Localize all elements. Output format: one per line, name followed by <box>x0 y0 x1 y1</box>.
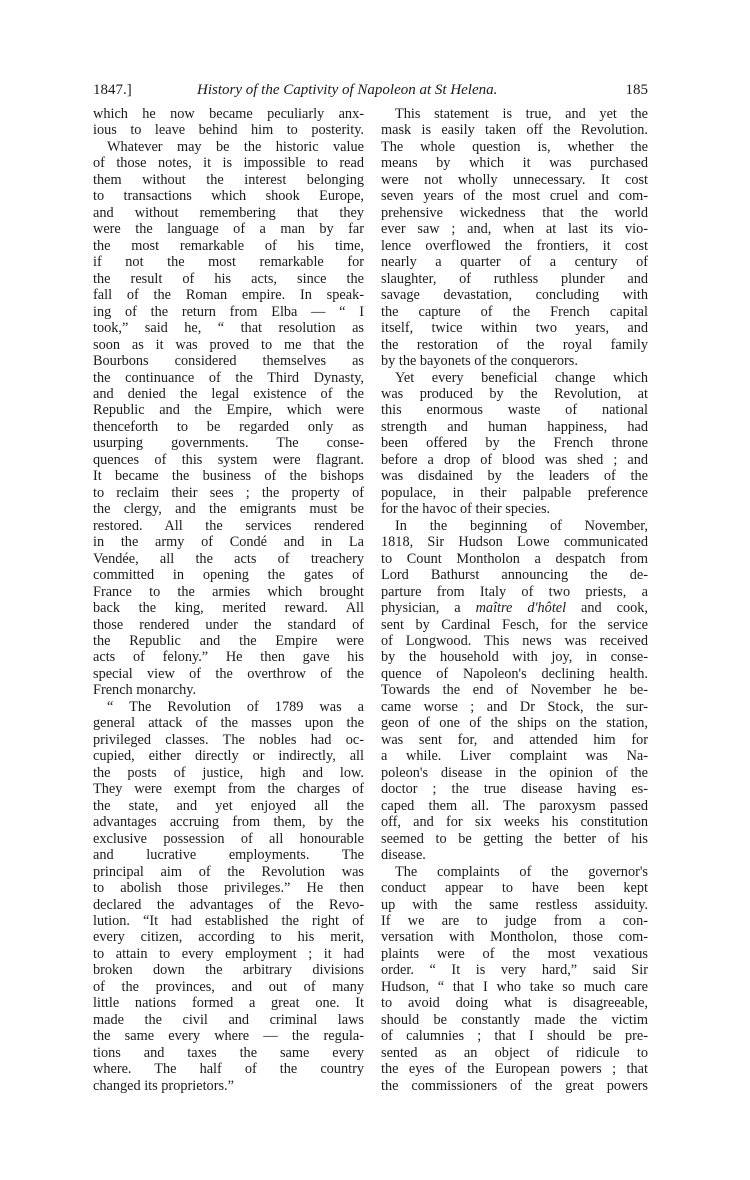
text-line: where. The half of the country <box>93 1061 364 1078</box>
text-line: Vendée, all the acts of treachery <box>93 550 364 567</box>
text-line: principal aim of the Revolution was <box>93 863 364 880</box>
text-line: the most remarkable of his time, <box>93 237 364 254</box>
text-line: fall of the Roman empire. In speak- <box>93 287 364 304</box>
text-line: This statement is true, and yet the <box>395 106 648 122</box>
text-line: France to the armies which brought <box>93 583 364 600</box>
text-line: sented as an object of ridicule to <box>381 1044 648 1061</box>
text-line: and without remembering that they <box>93 204 364 221</box>
text-line: for the havoc of their species. <box>381 501 551 518</box>
text-line: the result of his acts, since the <box>93 270 364 287</box>
text-line: lution. “It had established the right of <box>93 912 364 929</box>
text-line: savage devastation, concluding with <box>381 287 648 304</box>
text-line: Republic and the Empire, which were <box>93 402 364 419</box>
text-line: the same every where — the regula- <box>93 1028 364 1045</box>
text-line: tions and taxes the same every <box>93 1044 364 1061</box>
text-line: and lucrative employments. The <box>93 847 364 864</box>
text-line: advantages accruing from them, by the <box>93 814 364 831</box>
text-line: to Count Montholon a despatch from <box>381 550 648 567</box>
text-line: to avoid doing what is disagreeable, <box>381 995 648 1012</box>
italic-phrase: maître d'hôtel <box>475 600 567 617</box>
text-line: those rendered under the standard of <box>93 616 364 633</box>
text-line: by the household with joy, in conse- <box>381 649 648 666</box>
header-title: History of the Captivity of Napoleon at St Helena. <box>197 82 498 98</box>
text-line: been offered by the French throne <box>381 435 648 452</box>
text-line: the capture of the French capital <box>381 303 648 320</box>
text-line: every citizen, according to his merit, <box>93 929 364 946</box>
text-line: general attack of the masses upon the <box>93 715 364 732</box>
text-line: was sent for, and attended him for <box>381 731 648 748</box>
text-line: was produced by the Revolution, at <box>381 385 648 402</box>
text-line: came worse ; and Dr Stock, the sur- <box>381 698 648 715</box>
text-line: ious to leave behind him to posterity. <box>93 122 364 139</box>
text-line: prehensive wickedness that the world <box>381 204 648 221</box>
text-line: conduct appear to have been kept <box>381 880 648 897</box>
text-line: of Longwood. This news was received <box>381 633 648 649</box>
text-line: off, and for six weeks his constitution <box>381 814 648 831</box>
text-line: back the king, merited reward. All <box>93 600 364 617</box>
text-line: the commissioners of the great powers <box>381 1077 648 1094</box>
text-line: Hudson, “ that I who take so much care <box>381 978 648 995</box>
text-line: the posts of justice, high and low. <box>93 764 364 781</box>
text-line: geon of one of the ships on the station, <box>381 715 648 732</box>
text-line: “ The Revolution of 1789 was a <box>107 698 364 715</box>
text-line: cupied, either directly or indirectly, all <box>93 748 364 765</box>
right-text-column <box>381 106 648 1094</box>
text-line: to abolish those privileges.” He then <box>93 880 364 897</box>
text-line: to attain to every employment ; it had <box>93 945 364 962</box>
text-line: special view of the overthrow of the <box>93 665 364 682</box>
text-line: and denied the legal existence of the <box>93 385 364 402</box>
text-line: If we are to judge from a con- <box>381 912 648 929</box>
text-line: soon as it was proved to me that the <box>93 336 364 353</box>
text-line: if not the most remarkable for <box>93 254 364 271</box>
running-header <box>93 82 648 102</box>
text-line: in the army of Condé and in La <box>93 534 364 551</box>
text-line: changed its proprietors.” <box>93 1077 234 1094</box>
text-line: the eyes of the European powers ; that <box>381 1061 648 1078</box>
text-line: lence overflowed the frontiers, it cost <box>381 237 648 254</box>
text-line: was disdained by the leaders of the <box>381 468 648 485</box>
text-line: French monarchy. <box>93 682 197 699</box>
text-line: this enormous waste of national <box>381 402 648 419</box>
text-line: up with the same restless assiduity. <box>381 896 648 913</box>
text-line: them without the interest belonging <box>93 171 364 188</box>
text-line: Lord Bathurst announcing the de- <box>381 567 648 584</box>
text-line: order. “ It is very hard,” said Sir <box>381 962 648 979</box>
text-line <box>381 600 648 616</box>
text-line: In the beginning of November, <box>395 517 648 534</box>
text-line: of calumnies ; that I should be pre- <box>381 1028 648 1045</box>
text-line: declared the advantages of the Revo- <box>93 896 364 913</box>
text-line: It became the business of the bishops <box>93 468 364 485</box>
text-line: nearly a quarter of a century of <box>381 254 648 271</box>
text-segment: physician, a <box>381 600 476 617</box>
text-line: broken down the arbitrary divisions <box>93 962 364 979</box>
text-line: populace, in their palpable preference <box>381 484 648 501</box>
left-text-column <box>93 106 364 1094</box>
text-line: were not wholly unnecessary. It cost <box>381 171 648 188</box>
text-line: parture from Italy of two priests, a <box>381 583 648 600</box>
text-line: poleon's disease in the opinion of the <box>381 764 648 781</box>
text-line: restored. All the services rendered <box>93 517 364 534</box>
text-line: caped them all. The paroxysm passed <box>381 797 648 814</box>
text-line: thenceforth to be regarded only as <box>93 418 364 435</box>
text-line: Whatever may be the historic value <box>107 138 364 155</box>
text-line: seemed to be getting the better of his <box>381 830 648 847</box>
page-number: 185 <box>625 82 648 98</box>
text-line: quence of Napoleon's declining health. <box>381 665 648 682</box>
text-line: versation with Montholon, those com- <box>381 929 648 946</box>
text-line: exclusive possession of all honourable <box>93 830 364 847</box>
text-line: plaints were of the most vexatious <box>381 945 648 962</box>
text-line: The complaints of the governor's <box>395 863 648 880</box>
text-line: slaughter, of ruthless plunder and <box>381 270 648 287</box>
text-line: committed in opening the gates of <box>93 567 364 584</box>
text-line: Towards the end of November he be- <box>381 682 648 699</box>
text-line: strength and human happiness, had <box>381 418 648 435</box>
text-line: the continuance of the Third Dynasty, <box>93 369 364 386</box>
text-line: to transactions which shook Europe, <box>93 188 364 205</box>
text-line: acts of felony.” He then gave his <box>93 649 364 666</box>
text-line: ing of the return from Elba — “ I <box>93 303 364 320</box>
text-line: itself, twice within two years, and <box>381 320 648 337</box>
text-line: which he now became peculiarly anx- <box>93 106 364 122</box>
text-line: to reclaim their sees ; the property of <box>93 484 364 501</box>
text-line: mask is easily taken off the Revolution. <box>381 122 648 139</box>
header-year: 1847.] <box>93 82 132 98</box>
text-line: the state, and yet enjoyed all the <box>93 797 364 814</box>
text-line: the clergy, and the emigrants must be <box>93 501 364 518</box>
text-line: a while. Liver complaint was Na- <box>381 748 648 765</box>
text-line: the restoration of the royal family <box>381 336 648 353</box>
text-line: sent by Cardinal Fesch, for the service <box>381 616 648 633</box>
text-line: ever saw ; and, when at last its vio- <box>381 221 648 238</box>
text-line: were the language of a man by far <box>93 221 364 238</box>
text-line: little nations formed a great one. It <box>93 995 364 1012</box>
text-line: usurping governments. The conse- <box>93 435 364 452</box>
text-line: should be constantly made the victim <box>381 1011 648 1028</box>
text-line: of those notes, it is impossible to read <box>93 155 364 172</box>
text-line: Yet every beneficial change which <box>395 369 648 386</box>
text-line: doctor ; the true disease having es- <box>381 781 648 798</box>
text-line: Bourbons considered themselves as <box>93 353 364 370</box>
text-line: privileged classes. The nobles had oc- <box>93 731 364 748</box>
text-line: quences of this system were flagrant. <box>93 451 364 468</box>
text-line: They were exempt from the charges of <box>93 781 364 798</box>
text-line: took,” said he, “ that resolution as <box>93 320 364 337</box>
text-line: seven years of the most cruel and com- <box>381 188 648 205</box>
text-line: by the bayonets of the conquerors. <box>381 353 578 370</box>
text-line: made the civil and criminal laws <box>93 1011 364 1028</box>
text-line: The whole question is, whether the <box>381 138 648 155</box>
text-line: 1818, Sir Hudson Lowe communicated <box>381 534 648 551</box>
text-line: before a drop of blood was shed ; and <box>381 451 648 468</box>
text-line: means by which it was purchased <box>381 155 648 172</box>
text-line: the Republic and the Empire were <box>93 633 364 649</box>
text-line: disease. <box>381 847 426 864</box>
text-segment: and cook, <box>566 600 648 617</box>
text-line: of the provinces, and out of many <box>93 978 364 995</box>
